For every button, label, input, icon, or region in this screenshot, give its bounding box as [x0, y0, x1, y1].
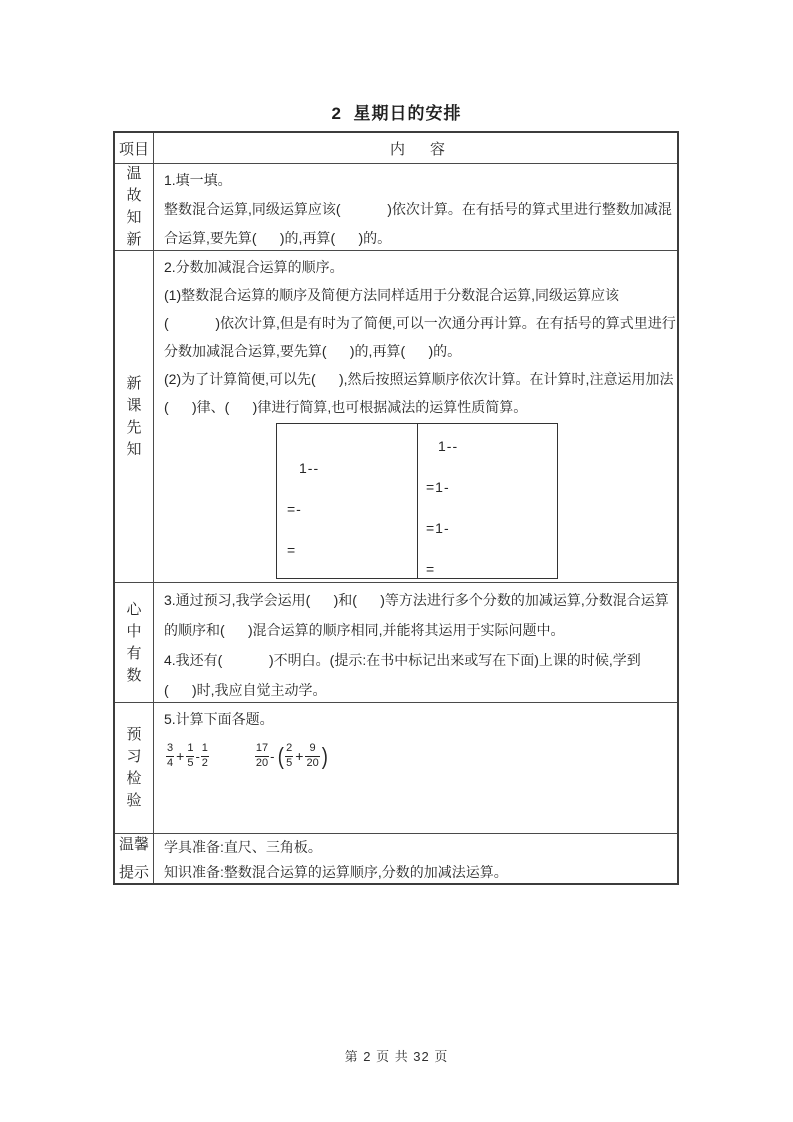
math-expression-1 — [166, 742, 209, 771]
check-content-cell — [154, 703, 677, 833]
text-line: (1)整数混合运算的顺序及简便方法同样适用于分数混合运算,同级运算应该 — [164, 287, 619, 303]
text-line: 1.填一填。 — [164, 172, 232, 188]
equation-column-right — [418, 424, 557, 578]
review-content-cell — [154, 164, 677, 250]
text-line: 知识准备:整数混合运算的运算顺序,分数的加减法运算。 — [164, 864, 508, 880]
page-footer: 第 2 页 共 32 页 — [344, 1049, 449, 1064]
example-equation-box — [276, 423, 558, 579]
check-label-cell — [115, 703, 154, 833]
fraction: $\frac{3}{4}$ — [167, 742, 174, 769]
review-label: 温故知新 — [126, 165, 142, 248]
text-line: 4.我还有( )不明白。(提示:在书中标记出来或写在下面)上课的时候,学到 — [164, 652, 641, 668]
equation-line: = — [287, 542, 297, 558]
table-row-confidence — [115, 582, 677, 702]
text-line: 合运算,要先算( )的,再算( )的。 — [164, 230, 392, 246]
text-line: 分数加减混合运算,要先算( )的,再算( )的。 — [164, 343, 462, 359]
text-line: 2.分数加减混合运算的顺序。 — [164, 259, 344, 275]
equation-column-left — [277, 424, 418, 578]
tips-content-cell — [154, 834, 677, 883]
text-line: 3.通过预习,我学会运用( )和( )等方法进行多个分数的加减运算,分数混合运算 — [164, 592, 669, 608]
table-header-row — [115, 133, 677, 163]
text-line: 的顺序和( )混合运算的顺序相同,并能将其运用于实际问题中。 — [164, 622, 565, 638]
fraction: $\frac{2}{5}$ — [286, 742, 293, 769]
minus-operator: - — [195, 748, 200, 764]
plus-operator: + — [176, 748, 185, 765]
text-line: ( )依次计算,但是有时为了简便,可以一次通分再计算。在有括号的算式里进行 — [164, 315, 676, 331]
confidence-label: 心中有数 — [126, 600, 142, 684]
right-paren: ) — [321, 742, 328, 769]
newlesson-label-cell — [115, 251, 154, 582]
table-row-tips — [115, 833, 677, 883]
math-expression-2 — [255, 742, 330, 771]
equation-line: =1- — [426, 520, 450, 536]
table-row-check — [115, 702, 677, 833]
equation-line: 1-- — [299, 460, 320, 476]
worksheet-table — [113, 131, 679, 885]
text-line: ( )时,我应自觉主动学。 — [164, 682, 327, 698]
newlesson-content-cell — [154, 251, 677, 582]
fraction: $\frac{1}{2}$ — [201, 742, 208, 769]
left-paren: ( — [277, 742, 284, 769]
header-content-cell: 内 容 — [389, 140, 445, 158]
table-row-newlesson — [115, 250, 677, 582]
fraction: $\frac{17}{20}$ — [255, 742, 269, 769]
equation-line: =1- — [426, 479, 450, 495]
minus-operator: - — [270, 748, 275, 764]
page-title: 2 星期日的安排 — [331, 104, 462, 123]
fraction: $\frac{1}{5}$ — [187, 742, 194, 769]
equation-line: 1-- — [438, 438, 459, 454]
header-item-cell: 项目 — [115, 133, 154, 163]
tips-label: 温馨提示 — [118, 835, 149, 881]
text-line: 整数混合运算,同级运算应该( )依次计算。在有括号的算式里进行整数加减混 — [164, 201, 672, 217]
review-label-cell — [115, 164, 154, 250]
equation-line: =- — [287, 501, 302, 517]
text-line: 学具准备:直尺、三角板。 — [164, 839, 322, 855]
confidence-content-cell — [154, 583, 677, 702]
text-line: 5.计算下面各题。 — [164, 711, 274, 727]
fraction: $\frac{9}{20}$ — [306, 742, 319, 769]
newlesson-label: 新课先知 — [126, 374, 142, 458]
check-label: 预习检验 — [126, 726, 142, 809]
table-row-review — [115, 163, 677, 250]
text-line: (2)为了计算简便,可以先( ),然后按照运算顺序依次计算。在计算时,注意运用加法 — [164, 371, 674, 387]
text-line: ( )律、( )律进行简算,也可根据减法的运算性质简算。 — [164, 399, 528, 415]
tips-label-cell — [115, 834, 154, 883]
confidence-label-cell — [115, 583, 154, 702]
equation-line: = — [426, 561, 436, 577]
plus-operator: + — [295, 748, 304, 765]
math-problems — [166, 742, 671, 771]
